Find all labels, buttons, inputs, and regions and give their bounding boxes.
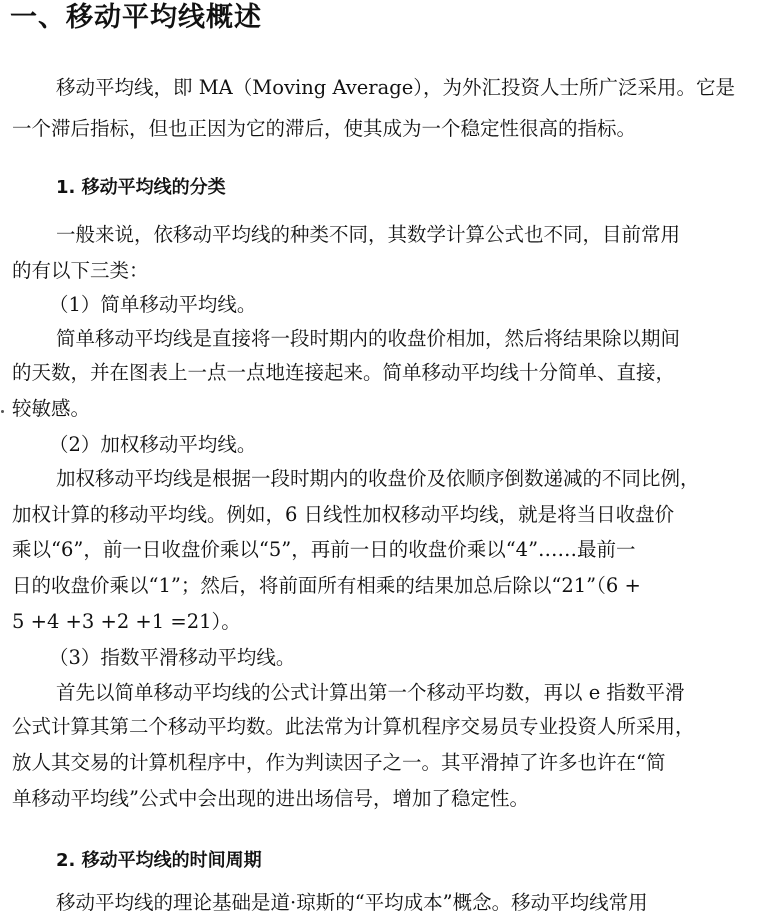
section-2-heading: 2. 移动平均线的时间周期 xyxy=(56,850,262,871)
section-1-heading: 1. 移动平均线的分类 xyxy=(56,177,226,198)
section-1-line-2: 的有以下三类： xyxy=(12,259,149,282)
section-1-line-10: 乘以“6”，前一日收盘价乘以“5”，再前一日的收盘价乘以“4”……最前一 xyxy=(12,538,636,561)
section-2-line-1: 移动平均线的理论基础是道·琼斯的“平均成本”概念。移动平均线常用 xyxy=(56,891,648,914)
section-1-line-17: 单移动平均线”公式中会出现的进出场信号，增加了稳定性。 xyxy=(12,787,529,810)
section-1-line-13: （3）指数平滑移动平均线。 xyxy=(49,646,296,669)
section-1-line-16: 放人其交易的计算机程序中，作为判读因子之一。其平滑掉了许多也许在“简 xyxy=(12,751,666,774)
section-1-line-15: 公式计算其第二个移动平均数。此法常为计算机程序交易员专业投资人所采用， xyxy=(12,715,695,738)
section-1-line-9: 加权计算的移动平均线。例如，6 日线性加权移动平均线，就是将当日收盘价 xyxy=(12,503,675,526)
intro-line-1: 移动平均线，即 MA（Moving Average），为外汇投资人士所广泛采用。它是 xyxy=(56,76,736,99)
section-1-line-5: 的天数，并在图表上一点一点地连接起来。简单移动平均线十分简单、直接， xyxy=(12,361,676,384)
chapter-title: 一、移动平均线概述 xyxy=(10,2,262,33)
intro-line-2: 一个滞后指标，但也正因为它的滞后，使其成为一个稳定性很高的指标。 xyxy=(12,117,637,140)
section-1-line-4: 简单移动平均线是直接将一段时期内的收盘价相加，然后将结果除以期间 xyxy=(56,327,681,350)
section-1-line-1: 一般来说，依移动平均线的种类不同，其数学计算公式也不同，目前常用 xyxy=(56,223,681,246)
section-1-line-14: 首先以简单移动平均线的公式计算出第一个移动平均数，再以 e 指数平滑 xyxy=(56,681,685,704)
section-1-line-11: 日的收盘价乘以“1”；然后，将前面所有相乘的结果加总后除以“21”（6 + xyxy=(12,574,641,597)
section-1-line-6: 较敏感。 xyxy=(12,397,91,420)
section-1-line-7: （2）加权移动平均线。 xyxy=(49,433,257,456)
margin-dot xyxy=(1,410,4,413)
section-1-line-12: 5 +4 +3 +2 +1 =21）。 xyxy=(12,610,241,633)
section-1-line-8: 加权移动平均线是根据一段时期内的收盘价及依顺序倒数递减的不同比例， xyxy=(56,467,700,490)
section-1-line-3: （1）简单移动平均线。 xyxy=(49,293,257,316)
